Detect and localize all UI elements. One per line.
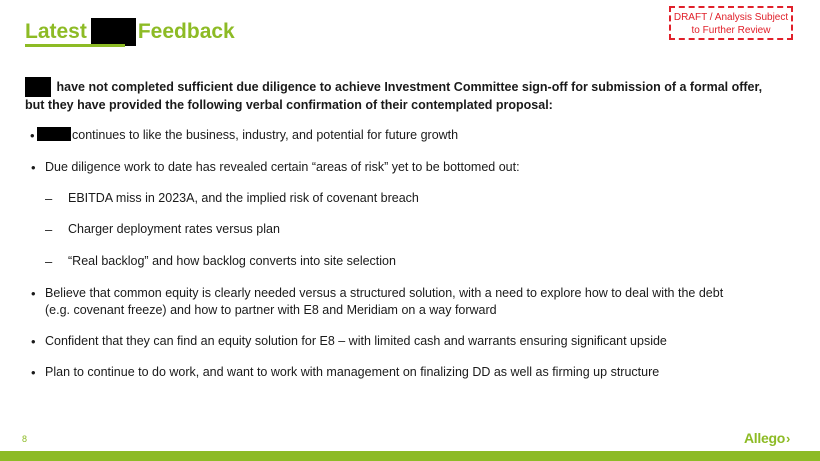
page-number: 8 bbox=[22, 434, 28, 444]
list-bullet: • bbox=[31, 286, 36, 301]
list-item: Believe that common equity is clearly needed versus a structured solution, with a need to explore how to deal with the debt bbox=[45, 286, 724, 300]
list-item-text: continues to like the business, industry, and potential for future growth bbox=[72, 128, 459, 142]
logo-text: Allego bbox=[744, 430, 785, 446]
intro-line-1: have not completed sufficient due diligence to achieve Investment Committee sign-off for submission of a formal offer, bbox=[56, 80, 763, 94]
list-dash: – bbox=[45, 191, 53, 206]
list-bullet: • bbox=[31, 365, 36, 380]
draft-stamp-line-1: DRAFT / Analysis Subject bbox=[673, 12, 789, 23]
page-title-pre: Latest bbox=[25, 20, 87, 43]
list-subitem: Charger deployment rates versus plan bbox=[68, 222, 280, 236]
list-subitem: EBITDA miss in 2023A, and the implied risk of covenant breach bbox=[68, 191, 419, 205]
item-redaction bbox=[37, 127, 71, 141]
list-dash: – bbox=[45, 222, 53, 237]
title-redaction bbox=[91, 18, 136, 46]
list-bullet: • bbox=[31, 160, 36, 175]
list-item-continuation: (e.g. covenant freeze) and how to partner with E8 and Meridiam on a way forward bbox=[45, 303, 497, 317]
title-underline bbox=[25, 44, 125, 47]
page-title bbox=[25, 18, 235, 46]
list-dash: – bbox=[45, 254, 53, 269]
list-bullet: • bbox=[31, 334, 36, 349]
intro-paragraph bbox=[25, 77, 785, 114]
intro-redaction bbox=[25, 77, 51, 97]
intro-line-2: but they have provided the following verbal confirmation of their contemplated proposal: bbox=[25, 98, 553, 112]
allego-logo bbox=[744, 430, 790, 446]
list-item: Confident that they can find an equity solution for E8 – with limited cash and warrants ensuring significant upside bbox=[45, 334, 667, 348]
list-bullet: • bbox=[30, 128, 35, 143]
draft-stamp-line-2: to Further Review bbox=[691, 25, 771, 36]
draft-stamp bbox=[669, 6, 793, 40]
list-subitem: “Real backlog” and how backlog converts into site selection bbox=[68, 254, 396, 268]
footer-bar bbox=[0, 451, 820, 461]
page-title-post: Feedback bbox=[137, 20, 235, 43]
logo-chevron-icon: › bbox=[785, 431, 791, 446]
list-item: Due diligence work to date has revealed certain “areas of risk” yet to be bottomed out: bbox=[45, 160, 520, 174]
list-item bbox=[37, 127, 458, 144]
list-item: Plan to continue to do work, and want to work with management on finalizing DD as well as firming up structure bbox=[45, 365, 660, 379]
